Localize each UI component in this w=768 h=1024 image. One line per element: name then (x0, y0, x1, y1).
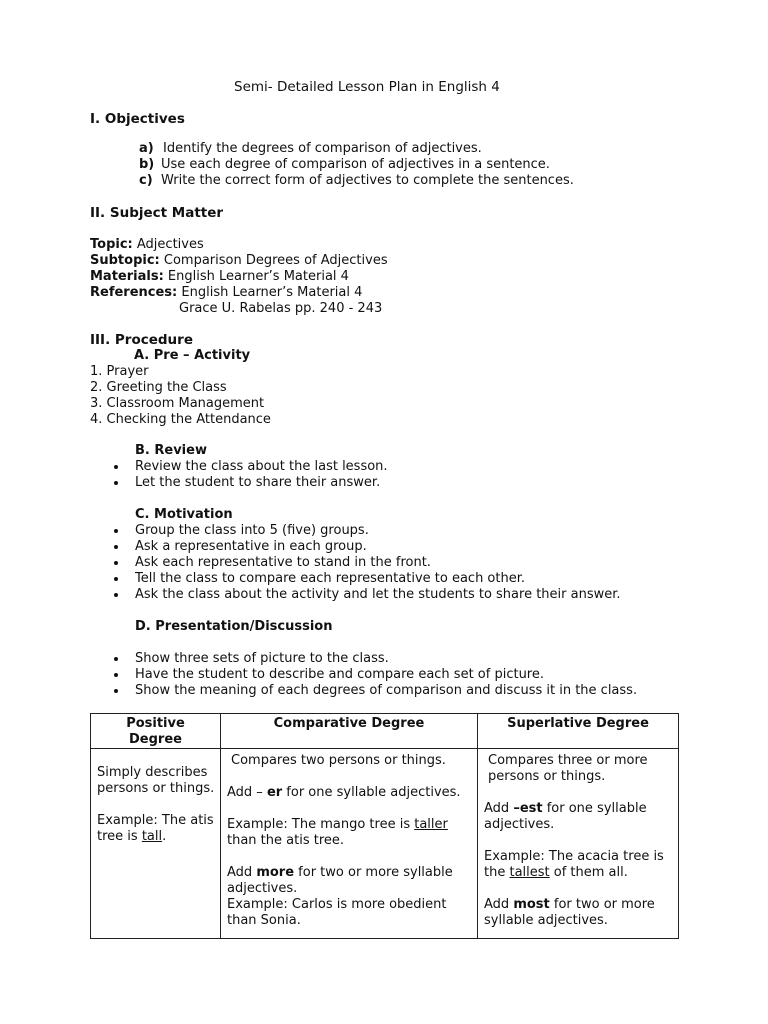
references-label: References: (90, 285, 178, 300)
positive-desc: Simply describes persons or things. (97, 765, 215, 796)
table-row (91, 749, 679, 939)
pre-activity-item: 1. Prayer (90, 364, 149, 379)
header-comparative: Comparative Degree (221, 714, 478, 749)
bullet-icon (114, 465, 118, 469)
comparative-rule-2: Add more for two or more syllable adjectives. (227, 865, 453, 896)
bullet-icon (114, 545, 118, 549)
presentation-heading: D. Presentation/Discussion (135, 619, 333, 634)
pre-activity-item: 3. Classroom Management (90, 396, 265, 411)
motivation-item: Ask the class about the activity and let the students to share their answer. (135, 587, 621, 602)
subtopic-label: Subtopic: (90, 253, 160, 268)
procedure-heading: III. Procedure (90, 332, 193, 348)
subject-matter-heading: II. Subject Matter (90, 205, 224, 221)
materials-value: English Learner’s Material 4 (167, 269, 349, 284)
objective-b-text: Use each degree of comparison of adjectives in a sentence. (161, 157, 550, 172)
table-header-row (91, 714, 679, 749)
bullet-icon (114, 689, 118, 693)
topic-row (90, 237, 204, 253)
bullet-icon (114, 577, 118, 581)
comparative-cell (221, 749, 478, 939)
header-superlative: Superlative Degree (478, 714, 679, 749)
positive-example: Example: The atis tree is tall. (97, 813, 214, 844)
review-item: Review the class about the last lesson. (135, 459, 388, 474)
pre-activity-heading: A. Pre – Activity (134, 348, 251, 363)
superlative-rule-1: Add –est for one syllable adjectives. (484, 801, 647, 832)
bullet-icon (114, 657, 118, 661)
superlative-example: Example: The acacia tree is the tallest of them all. (484, 849, 664, 880)
comparative-example-2: Example: Carlos is more obedient than Sonia. (227, 897, 447, 928)
page-title: Semi- Detailed Lesson Plan in English 4 (234, 79, 500, 95)
motivation-item: Group the class into 5 (five) groups. (135, 523, 369, 538)
topic-value: Adjectives (136, 237, 204, 252)
objective-a-text: Identify the degrees of comparison of adjectives. (163, 141, 482, 156)
bullet-icon (114, 561, 118, 565)
bullet-icon (114, 593, 118, 597)
subtopic-row (90, 253, 388, 269)
header-positive: Positive Degree (91, 714, 221, 749)
superlative-desc: Compares three or more persons or things. (488, 753, 648, 784)
materials-label: Materials: (90, 269, 164, 284)
motivation-item: Ask each representative to stand in the front. (135, 555, 431, 570)
review-item: Let the student to share their answer. (135, 475, 381, 490)
pre-activity-item: 2. Greeting the Class (90, 380, 227, 395)
subtopic-value: Comparison Degrees of Adjectives (163, 253, 388, 268)
objective-b-marker: b) (139, 157, 155, 172)
objectives-heading: I. Objectives (90, 111, 185, 127)
presentation-item: Show three sets of picture to the class. (135, 651, 389, 666)
objective-c-marker: c) (139, 173, 153, 188)
references-value-2: Grace U. Rabelas pp. 240 - 243 (179, 301, 383, 316)
objective-c-text: Write the correct form of adjectives to complete the sentences. (161, 173, 574, 188)
topic-label: Topic: (90, 237, 133, 252)
objective-a-marker: a) (139, 141, 154, 156)
references-row (90, 285, 362, 301)
review-heading: B. Review (135, 443, 207, 458)
pre-activity-item: 4. Checking the Attendance (90, 412, 271, 427)
presentation-item: Show the meaning of each degrees of comparison and discuss it in the class. (135, 683, 638, 698)
bullet-icon (114, 481, 118, 485)
references-value: English Learner’s Material 4 (181, 285, 363, 300)
comparative-rule-1: Add – er for one syllable adjectives. (227, 785, 461, 800)
presentation-item: Have the student to describe and compare each set of picture. (135, 667, 544, 682)
bullet-icon (114, 673, 118, 677)
positive-cell (91, 749, 221, 939)
comparative-desc: Compares two persons or things. (231, 753, 446, 768)
motivation-item: Tell the class to compare each representative to each other. (135, 571, 526, 586)
motivation-item: Ask a representative in each group. (135, 539, 367, 554)
bullet-icon (114, 529, 118, 533)
degrees-table (90, 713, 679, 939)
superlative-cell (478, 749, 679, 939)
superlative-rule-2: Add most for two or more syllable adjectives. (484, 897, 655, 928)
materials-row (90, 269, 349, 285)
comparative-example-1: Example: The mango tree is taller than the atis tree. (227, 817, 448, 848)
motivation-heading: C. Motivation (135, 507, 233, 522)
